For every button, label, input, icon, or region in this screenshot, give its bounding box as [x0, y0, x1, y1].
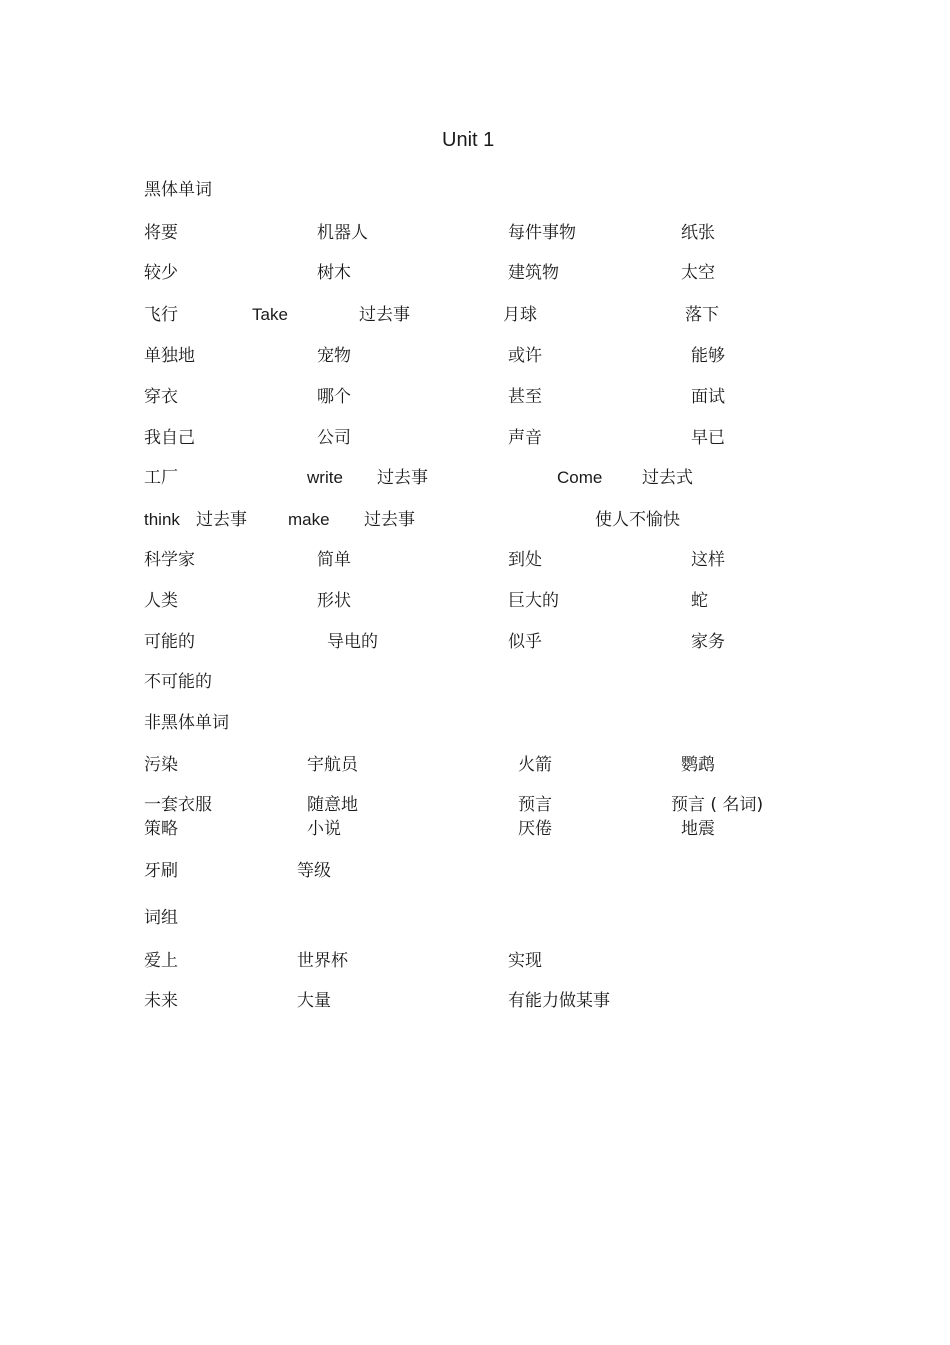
word-cell: Take: [252, 305, 288, 324]
word-cell: Come: [557, 468, 603, 487]
word-cell: 太空: [681, 263, 715, 283]
word-cell: 似乎: [508, 632, 542, 652]
word-cell: 声音: [508, 428, 542, 448]
word-cell: 过去事: [359, 305, 410, 325]
word-cell: 或许: [508, 346, 542, 366]
word-cell: 人类: [144, 591, 178, 611]
word-cell: 纸张: [681, 223, 715, 243]
word-cell: 不可能的: [144, 672, 212, 692]
phrase-cell: 有能力做某事: [508, 991, 610, 1011]
word-cell: make: [288, 510, 330, 529]
word-cell: 机器人: [317, 223, 368, 243]
word-cell: 建筑物: [508, 263, 559, 283]
word-cell: 宇航员: [307, 755, 358, 775]
word-cell: 甚至: [508, 387, 542, 407]
word-cell: 能够: [691, 346, 725, 366]
phrase-cell: 未来: [144, 991, 178, 1011]
word-cell: 可能的: [144, 632, 195, 652]
word-cell: 鹦鹉: [681, 755, 715, 775]
word-cell: 牙刷: [144, 861, 178, 881]
word-cell: 到处: [508, 550, 542, 570]
word-cell: 污染: [144, 755, 178, 775]
word-cell: 巨大的: [508, 591, 559, 611]
word-cell: 导电的: [327, 632, 378, 652]
phrase-cell: 实现: [508, 951, 542, 971]
word-cell: 预言 ( 名词): [671, 795, 764, 815]
word-cell: 将要: [144, 223, 178, 243]
word-cell: 这样: [691, 550, 725, 570]
word-cell: think: [144, 510, 180, 529]
word-cell: 飞行: [144, 305, 178, 325]
word-cell: 地震: [681, 819, 715, 839]
word-cell: 过去事: [377, 468, 428, 488]
section-heading-bold-words: 黑体单词: [144, 180, 212, 200]
word-cell: 厌倦: [518, 819, 552, 839]
word-cell: 等级: [297, 861, 331, 881]
word-cell: 一套衣服: [144, 795, 212, 815]
phrase-cell: 大量: [297, 991, 331, 1011]
word-cell: 小说: [307, 819, 341, 839]
word-cell: 月球: [503, 305, 537, 325]
word-cell: 穿衣: [144, 387, 178, 407]
word-cell: 每件事物: [508, 223, 576, 243]
word-cell: 树木: [317, 263, 351, 283]
word-cell: 过去事: [364, 510, 415, 530]
word-cell: 公司: [317, 428, 351, 448]
word-cell: 科学家: [144, 550, 195, 570]
phrase-cell: 世界杯: [297, 951, 348, 971]
word-cell: 落下: [685, 305, 719, 325]
word-cell: 过去事: [196, 510, 247, 530]
section-heading-phrases: 词组: [144, 908, 178, 928]
word-cell: 我自己: [144, 428, 195, 448]
word-cell: write: [307, 468, 343, 487]
section-heading-nonbold-words: 非黑体单词: [144, 713, 229, 733]
word-cell: 较少: [144, 263, 178, 283]
word-cell: 单独地: [144, 346, 195, 366]
phrase-cell: 爱上: [144, 951, 178, 971]
word-cell: 预言: [518, 795, 552, 815]
word-cell: 蛇: [691, 591, 708, 611]
word-cell: 火箭: [518, 755, 552, 775]
word-cell: 随意地: [307, 795, 358, 815]
word-cell: 使人不愉快: [595, 510, 680, 530]
word-cell: 哪个: [317, 387, 351, 407]
word-cell: 宠物: [317, 346, 351, 366]
word-cell: 家务: [691, 632, 725, 652]
word-cell: 面试: [691, 387, 725, 407]
word-cell: 形状: [317, 591, 351, 611]
word-cell: 简单: [317, 550, 351, 570]
word-cell: 过去式: [642, 468, 693, 488]
word-cell: 工厂: [144, 468, 178, 488]
word-cell: 策略: [144, 819, 178, 839]
word-cell: 早已: [691, 428, 725, 448]
page-title: Unit 1: [442, 129, 495, 151]
